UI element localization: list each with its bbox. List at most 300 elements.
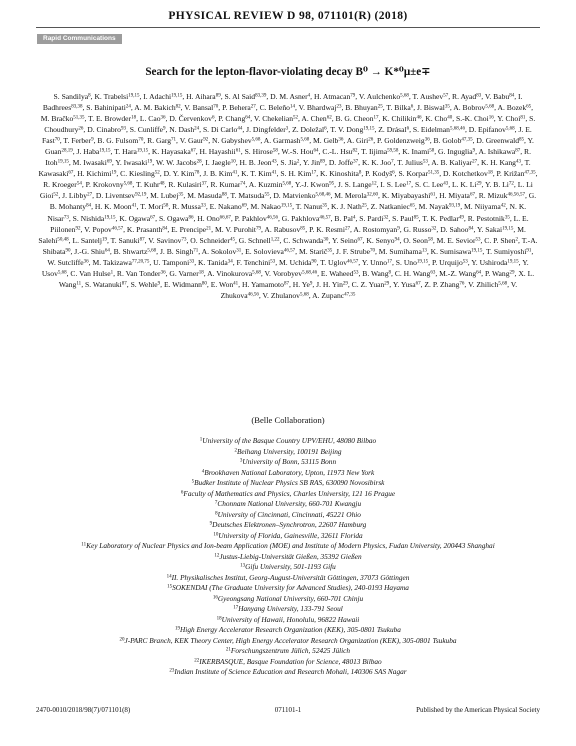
author-name: T. Ferber <box>63 136 92 146</box>
author-entry: M. Sumihama$^{13}$, <box>378 246 431 256</box>
author-affiliation-ref: 89 <box>320 159 326 165</box>
author-affiliation-ref: 53 <box>422 159 428 165</box>
author-name: M. Sumihama <box>378 246 422 256</box>
author-affiliation-ref: 19,15 <box>171 93 183 99</box>
author-name: K. T. Kim <box>241 169 272 179</box>
affiliation-item <box>40 436 536 447</box>
author-name: K. Miyabayashi <box>381 191 431 201</box>
author-entry: K. Trabelsi$^{19,15}$, <box>94 92 144 101</box>
author-affiliation-ref: 41 <box>233 281 239 287</box>
author-entry: D. Kotchetkov$^{18}$, <box>443 169 497 179</box>
author-affiliation-ref: 5,68 <box>282 181 292 187</box>
affiliation-text: IKERBASQUE, Basque Foundation for Science, 48013 Bilbao <box>199 656 382 666</box>
author-name: H. Aihara <box>186 92 216 101</box>
author-entry: W. W. Jacobs$^{28}$, <box>155 158 206 168</box>
author-entry: Y. Sakai$^{19,15}$, <box>476 224 518 234</box>
author-entry: A. Bozek$^{65}$, <box>497 103 534 113</box>
author-affiliation-ref: 19,15 <box>57 159 69 165</box>
author-entry: N. K. Nisar$^{73}$, <box>47 202 527 223</box>
author-affiliation-ref: 6 <box>406 126 410 132</box>
author-affiliation-ref: 46,57 <box>111 226 124 232</box>
author-entry: R. Mussa$^{33}$, <box>172 202 210 212</box>
author-name: G. B. Mohanty <box>49 191 537 212</box>
author-entry: T. Kuhr$^{48}$, <box>136 180 169 190</box>
author-affiliation-ref: 87 <box>139 237 145 243</box>
author-entry: K. T. Kim$^{41}$, <box>241 169 281 179</box>
author-entry: Z. Doležal$^6$, <box>292 125 331 135</box>
author-entry: S. Watanuki$^{87}$, <box>84 279 131 289</box>
affiliation-text: University of Cincinnati, Cincinnati, 45221 Ohio <box>217 509 361 519</box>
author-entry: E. Won$^{41}$, <box>210 279 242 289</box>
footer-page-number: 071101-1 <box>274 706 302 714</box>
author-entry: Y. B. Li$^{72}$, <box>484 180 518 190</box>
author-entry: T. Hara$^{19,15}$, <box>114 147 152 157</box>
author-entry: A. Bobrov$^{5,68}$, <box>453 103 498 113</box>
author-affiliation-ref: 69 <box>106 159 112 165</box>
author-name: T. Aushev <box>412 92 444 101</box>
author-entry: R. Kulasiri$^{37}$, <box>168 180 211 190</box>
author-entry: R. Pestotnik$^{35}$, <box>467 213 514 223</box>
author-entry: A. Vinokurova$^{5,68}$, <box>207 268 265 278</box>
affiliation-number: 12 <box>214 553 220 558</box>
author-entry: R. Kroeger$^{54}$, <box>43 180 86 190</box>
author-affiliation-ref: 58 <box>429 148 435 154</box>
author-entry: R. Garg$^{71}$, <box>147 136 180 146</box>
author-name: J. S. Lange <box>337 180 372 190</box>
author-entry: V. Savinov$^{73}$, <box>148 235 191 245</box>
affiliation-number: 11 <box>81 542 87 548</box>
affiliation-text: SOKENDAI (The Graduate University for Advanced Studies), 240-0193 Hayama <box>172 583 409 592</box>
author-entry: V. Chekelian$^{52}$, <box>253 114 302 124</box>
author-name: D. Sahoo <box>440 224 469 234</box>
affiliation-number: 1 <box>199 437 203 443</box>
author-name: T. Sanuki <box>110 235 140 245</box>
author-affiliation-ref: 93 <box>120 126 126 132</box>
affiliation-text: II. Physikalisches Institut, Georg-August-Universität Göttingen, 37073 Göttingen <box>171 572 410 582</box>
author-name: H. Ye <box>292 279 310 289</box>
author-affiliation-ref: 77,20,75 <box>131 259 150 265</box>
author-affiliation-ref: 5,68 <box>251 137 261 143</box>
author-entry: G. Russo$^{32}$, <box>403 224 441 234</box>
author-entry: V. Vorobyev$^{5,68,46}$, <box>264 268 321 278</box>
author-name: S. Pardi <box>359 213 384 223</box>
author-entry: Y. Unno$^{17}$, <box>361 257 396 267</box>
author-affiliation-ref: 76 <box>459 281 465 287</box>
author-entry: P. Goldenzweig$^{36}$, <box>377 136 434 146</box>
author-entry: H. Hayashii$^{61}$, <box>199 147 245 157</box>
author-entry: M. E. Sevior$^{53}$, <box>436 235 485 245</box>
author-affiliation-ref: 95 <box>329 181 335 187</box>
author-name: T. Hara <box>114 147 137 157</box>
author-entry: Y. Ushiroda$^{19,15}$, <box>471 257 523 267</box>
author-name: Z. Natkaniec <box>370 202 410 212</box>
author-name: P. Goldenzweig <box>377 136 425 146</box>
author-name: A. Ishikawa <box>478 147 516 157</box>
author-affiliation-ref: 87 <box>121 281 127 287</box>
affiliation-item <box>40 541 536 552</box>
author-name: V. Gaur <box>179 136 204 146</box>
author-name: T. K. Pedlar <box>422 213 459 223</box>
author-affiliation-ref: 46,56,57 <box>507 192 525 198</box>
affiliation-text: J-PARC Branch, KEK Theory Center, High Energy Accelerator Research Organization (KEK), 305-0801 Tsukuba <box>124 635 457 645</box>
author-entry: D. Cinabro$^{93}$, <box>87 125 130 135</box>
author-entry: S. Uno$^{19,15}$, <box>395 257 432 267</box>
author-affiliation-ref: 31 <box>236 248 242 254</box>
author-affiliation-ref: 41 <box>232 170 238 176</box>
affiliation-number: 3 <box>239 458 243 464</box>
author-name: I. Adachi <box>143 92 172 101</box>
author-name: J. F. Strube <box>336 246 370 256</box>
author-affiliation-ref: 5,68,46 <box>315 192 331 198</box>
author-entry: A. B. Kaliyar$^{27}$, <box>431 158 481 168</box>
author-name: M. V. Purohit <box>214 224 257 234</box>
author-name: A. Rabusov <box>264 224 301 234</box>
author-affiliation-ref: 19,15 <box>502 226 514 232</box>
author-name: E. Prencipe <box>171 224 207 234</box>
author-affiliation-ref: 19,15 <box>280 203 293 209</box>
author-name: S. Korpar <box>398 169 428 179</box>
author-entry: B. G. Fulsom$^{70}$, <box>97 136 148 146</box>
author-affiliation-ref: 81 <box>520 115 526 121</box>
affiliation-text: High Energy Accelerator Research Organization (KEK), 305-0801 Tsukuba <box>180 625 401 634</box>
author-name: K. Prasanth <box>126 224 163 234</box>
affiliation-number: 16 <box>212 595 218 600</box>
author-affiliation-ref: 53 <box>462 259 468 265</box>
author-entry: H. Atmacan$^{79}$, <box>313 92 359 101</box>
author-entry: L. Cao$^{36}$, <box>139 114 170 124</box>
author-entry: M. Bračko$^{51,35}$, <box>40 114 89 124</box>
author-name: W.-S. Hou <box>281 147 314 157</box>
author-name: P. Križan <box>496 169 525 179</box>
author-affiliation-ref: 73 <box>63 215 69 221</box>
author-entry: Y. Usov$^{5,68}$, <box>41 257 529 278</box>
author-affiliation-ref: 21 <box>206 226 212 232</box>
author-affiliation-ref: 63 <box>430 270 436 276</box>
author-affiliation-ref: 67 <box>357 237 363 243</box>
author-affiliation-ref: 27 <box>472 159 478 165</box>
author-entry: E. Widmann$^{80}$, <box>163 279 211 289</box>
author-name: M. Starič <box>298 246 328 256</box>
author-name: D. Greenwald <box>476 136 520 146</box>
affiliation-item <box>40 604 536 615</box>
author-affiliation-ref: 17 <box>311 170 317 176</box>
author-affiliation-ref: 80 <box>201 281 207 287</box>
author-entry: W. Sutcliffe$^{36}$, <box>47 257 93 267</box>
affiliation-item <box>40 594 536 605</box>
author-name: M. Nayak <box>418 202 449 212</box>
author-name: K. Sumisawa <box>430 246 472 256</box>
author-entry: H. Ono$^{66,67}$, <box>197 213 235 223</box>
author-entry: K. H. Kang$^{43}$, <box>480 158 525 168</box>
author-affiliation-ref: 17 <box>387 259 392 265</box>
author-entry: T. Julius$^{53}$, <box>397 158 432 168</box>
author-entry: Y. Guan$^{28,19}$, <box>45 136 534 157</box>
author-affiliation-ref: 46,56 <box>266 215 278 221</box>
author-affiliation-ref: 84 <box>86 203 92 209</box>
author-affiliation-ref: 2 <box>515 237 519 243</box>
author-name: D. Červenkov <box>169 114 212 124</box>
author-entry: K. Prasanth$^{84}$, <box>126 224 172 234</box>
author-entry: M. Nayak$^{93,19}$, <box>418 202 465 212</box>
author-entry: A. Rostomyan$^9$, <box>353 224 404 234</box>
author-name: J. Haba <box>76 147 100 157</box>
author-name: H. Kichimi <box>77 169 112 179</box>
author-affiliation-ref: 29 <box>509 270 515 276</box>
author-entry: L. Li Gioi$^{52}$, <box>39 180 533 201</box>
author-name: Y. Jin <box>302 158 321 168</box>
author-entry: U. Tamponi$^{33}$, <box>153 257 198 267</box>
author-entry: K. Miyabayashi$^{61}$, <box>381 191 440 201</box>
author-affiliation-ref: 5,68 <box>485 104 495 110</box>
author-name: T. Julius <box>397 158 423 168</box>
author-name: V. Savinov <box>148 235 182 245</box>
author-affiliation-ref: 30 <box>323 237 329 243</box>
author-affiliation-ref: 19 <box>101 237 107 243</box>
author-entry: G. Inguglia$^9$, <box>438 147 479 157</box>
affiliation-item <box>40 468 536 479</box>
author-affiliation-ref: 62 <box>326 115 332 121</box>
affiliation-item <box>40 573 536 584</box>
author-affiliation-ref: 83,38 <box>71 104 83 110</box>
author-affiliation-ref: 26 <box>78 126 84 132</box>
author-affiliation-ref: 28 <box>196 159 202 165</box>
author-affiliation-ref: 43 <box>271 159 277 165</box>
author-entry: S. H. Kim$^{17}$, <box>280 169 321 179</box>
affiliation-number: 13 <box>240 563 246 569</box>
author-name: K. J. Nath <box>331 202 362 212</box>
author-affiliation-ref: 58 <box>163 203 169 209</box>
author-name: S.-K. Choi <box>456 114 489 124</box>
affiliation-item <box>40 562 536 573</box>
author-entry: Y. Jin$^{89}$, <box>302 158 329 168</box>
author-entry: A. Kuzmin$^{5,68}$, <box>248 180 295 190</box>
author-name: D. Liventsev <box>95 191 136 201</box>
author-affiliation-ref: 83 <box>476 93 482 99</box>
author-name: T. Kawasaki <box>38 158 531 179</box>
author-name: Y. Sakai <box>476 224 503 234</box>
author-affiliation-ref: 50,48 <box>57 237 69 243</box>
author-entry: S. Al Said$^{83,39}$, <box>224 92 271 101</box>
author-entry: K. Inami$^{58}$, <box>402 147 439 157</box>
author-affiliation-ref: 54 <box>76 181 82 187</box>
author-entry: T. Sanuki$^{87}$, <box>110 235 149 245</box>
affiliation-text: Gifu University, 501-1193 Gifu <box>245 562 336 571</box>
author-entry: N. Dash$^{24}$, <box>169 125 203 135</box>
author-entry: Y. Yusa$^{67}$, <box>392 279 425 289</box>
author-entry: B. Pal$^4$, <box>334 213 360 223</box>
author-entry: T. Matsuda$^{55}$, <box>230 191 274 201</box>
author-affiliation-ref: 6 <box>392 170 395 176</box>
author-affiliation-ref: 57 <box>443 93 449 99</box>
author-name: A. Giri <box>346 136 369 146</box>
author-name: S. Uno <box>395 257 417 267</box>
author-affiliation-ref: 32 <box>431 226 437 232</box>
author-entry: P. Urquijo$^{53}$, <box>431 257 472 267</box>
author-affiliation-ref: 29 <box>476 181 482 187</box>
author-entry: I. S. Lee$^{17}$, <box>380 180 415 190</box>
author-affiliation-ref: 6 <box>324 126 327 132</box>
author-name: I. Jaegle <box>205 158 231 168</box>
author-name: K. Senyo <box>366 235 395 245</box>
author-entry: P. Pakhlov$^{46,56}$, <box>234 213 282 223</box>
author-entry: J. E. Fast$^{70}$, <box>42 125 532 146</box>
author-name: S. Di Carlo <box>202 125 238 135</box>
author-affiliation-ref: 9 <box>397 226 400 232</box>
author-affiliation-ref: 36 <box>83 259 89 265</box>
author-entry: K. Hayasaka$^{67}$, <box>151 147 200 157</box>
author-entry: E. Prencipe$^{21}$, <box>171 224 215 234</box>
author-entry: D. Matvienko$^{5,68,46}$, <box>273 191 335 201</box>
author-affiliation-ref: 53 <box>353 270 359 276</box>
affiliation-text: University of Florida, Gainesville, 32611 Florida <box>218 530 363 540</box>
affiliation-item <box>40 657 536 668</box>
author-name: M. Uchida <box>279 257 312 267</box>
author-name: W. W. Jacobs <box>155 158 197 168</box>
author-affiliation-ref: 58 <box>427 237 433 243</box>
author-affiliation-ref: 61 <box>430 192 436 198</box>
author-name: Y. Choi <box>497 114 521 124</box>
author-name: J. Dingfelder <box>246 125 286 135</box>
author-entry: D. Greenwald$^{85}$, <box>476 136 528 146</box>
author-affiliation-ref: 29 <box>384 281 390 287</box>
author-entry: F. Tenchini$^{53}$, <box>236 257 280 267</box>
author-affiliation-ref: 58 <box>272 148 278 154</box>
affiliation-text: Budker Institute of Nuclear Physics SB RAS, 630090 Novosibirsk <box>194 478 385 487</box>
author-name: K. Ogawa <box>119 213 151 223</box>
author-name: A. Sokolov <box>201 246 237 256</box>
author-affiliation-ref: 9 <box>309 281 313 287</box>
author-name: N. Dash <box>169 125 195 135</box>
author-name: T. E. Browder <box>88 114 132 124</box>
author-name: M. Merola <box>334 191 367 201</box>
affiliation-item <box>40 478 536 489</box>
author-entry: V. Bansal$^{70}$, <box>184 103 223 113</box>
author-affiliation-ref: 35 <box>322 203 328 209</box>
author-entry: G. Varner$^{18}$, <box>169 268 208 278</box>
author-entry: C. P. Shen$^2$, <box>484 235 522 245</box>
footer-publisher: Published by the American Physical Society <box>416 706 540 714</box>
author-name: B. Golob <box>433 136 462 146</box>
affiliation-item <box>40 447 536 458</box>
author-entry: J. Haba$^{19,15}$, <box>76 147 115 157</box>
author-affiliation-ref: 72 <box>508 181 514 187</box>
author-name: V. Bhardwaj <box>298 103 337 113</box>
affiliation-text: Beihang University, 100191 Beijing <box>236 446 342 456</box>
author-name: T. V. Dong <box>330 125 364 135</box>
author-name: N. K. Nisar <box>47 202 527 223</box>
author-entry: C. H. Wang$^{63}$, <box>394 268 440 278</box>
author-entry: B. Shwartz$^{5,68}$, <box>113 246 160 256</box>
author-name: M. Salehi <box>38 224 526 245</box>
author-entry: N. Gabyshev$^{5,68}$, <box>211 136 264 146</box>
author-name: D. Matvienko <box>273 191 316 201</box>
author-affiliation-ref: 65 <box>409 203 415 209</box>
author-name: R. Itoh <box>45 147 531 168</box>
author-entry: Y. Choi$^{81}$, <box>497 114 530 124</box>
author-affiliation-ref: 9 <box>91 137 94 143</box>
author-name: J. H. Yin <box>316 279 343 289</box>
author-affiliation-ref: 35 <box>327 248 333 254</box>
author-entry: T. Bilka$^6$, <box>386 103 418 113</box>
author-name: O. Schneider <box>190 235 230 245</box>
author-affiliation-ref: 70 <box>213 104 219 110</box>
author-affiliation-ref: 84 <box>468 226 474 232</box>
author-entry: S. Korpar$^{51,35}$, <box>398 169 444 179</box>
author-entry: K. Tanida$^{34}$, <box>198 257 237 267</box>
author-name: J. Libby <box>62 191 88 201</box>
author-affiliation-ref: 35 <box>178 192 184 198</box>
author-entry: J.-G. Shiu$^{64}$, <box>74 246 114 256</box>
author-name: P. Wang <box>484 268 510 278</box>
author-name: S. Hirose <box>244 147 273 157</box>
author-affiliation-ref: 70 <box>54 137 60 143</box>
author-name: T. Bilka <box>386 103 411 113</box>
author-entry: J. H. Yin$^{29}$, <box>316 279 352 289</box>
affiliation-number: 17 <box>233 605 239 611</box>
author-name: M. Niiyama <box>464 202 501 212</box>
author-name: A. M. Bakich <box>134 103 176 113</box>
author-entry: B. Wang$^8$, <box>362 268 395 278</box>
author-entry: J. Biswal$^{35}$, <box>417 103 454 113</box>
author-entry: S. Nishida$^{19,15}$, <box>72 213 120 223</box>
author-affiliation-ref: 52 <box>154 170 160 176</box>
author-affiliation-ref: 19 <box>147 159 153 165</box>
author-entry: M. V. Purohit$^{79}$, <box>214 224 265 234</box>
author-name: B. Shwartz <box>113 246 148 256</box>
author-name: B. Wang <box>362 268 389 278</box>
author-name: D. Epifanov <box>468 125 506 135</box>
author-name: H. Yamamoto <box>241 279 284 289</box>
author-entry: T. E. Browder$^{18}$, <box>88 114 140 124</box>
author-entry: R. Itoh$^{19,15}$, <box>45 147 531 168</box>
author-name: D. Kotchetkov <box>443 169 488 179</box>
author-affiliation-ref: 36 <box>424 137 430 143</box>
author-name: K. Hayasaka <box>151 147 191 157</box>
author-name: V. Vorobyev <box>264 268 303 278</box>
affiliation-number: 21 <box>225 647 231 653</box>
author-entry: P. Kodyš$^6$, <box>365 169 399 179</box>
author-name: G. Pakhlova <box>281 213 320 223</box>
author-name: R. Pestotnik <box>467 213 505 223</box>
author-name: R. Mussa <box>172 202 201 212</box>
author-entry: S. Pardi$^{32}$, <box>359 213 393 223</box>
author-name: S. Wehle <box>130 279 158 289</box>
author-affiliation-ref: 46,57 <box>319 215 331 221</box>
author-name: P. Behera <box>222 103 251 113</box>
author-name: A. Bozek <box>497 103 527 113</box>
author-affiliation-ref: 8 <box>358 170 362 176</box>
affiliation-number: 18 <box>216 616 222 621</box>
author-entry: H. B. Jeon$^{43}$, <box>239 158 281 168</box>
author-affiliation-ref: 24 <box>125 104 131 110</box>
author-entry: G. B. Mohanty$^{84}$, <box>49 191 537 212</box>
author-affiliation-ref: 79 <box>256 226 262 232</box>
author-list <box>38 91 538 301</box>
author-name: R. Van Tonder <box>116 268 161 278</box>
author-affiliation-ref: 91 <box>526 248 532 254</box>
author-entry: T. Ferber$^9$, <box>63 136 98 146</box>
author-entry: X. L. Wang$^{11}$, <box>58 268 535 289</box>
author-name: M. Masuda <box>187 191 222 201</box>
author-name: M. Lubej <box>150 191 179 201</box>
author-affiliation-ref: 5,68 <box>300 137 310 143</box>
author-affiliation-ref: 82 <box>175 104 181 110</box>
author-name: E. Nakano <box>209 202 242 212</box>
author-entry: L. K. Li$^{29}$, <box>452 180 485 190</box>
author-entry: B. Golob$^{47,35}$, <box>433 136 477 146</box>
author-entry: A. Giri$^{26}$, <box>346 136 378 146</box>
author-affiliation-ref: 17 <box>373 115 379 121</box>
